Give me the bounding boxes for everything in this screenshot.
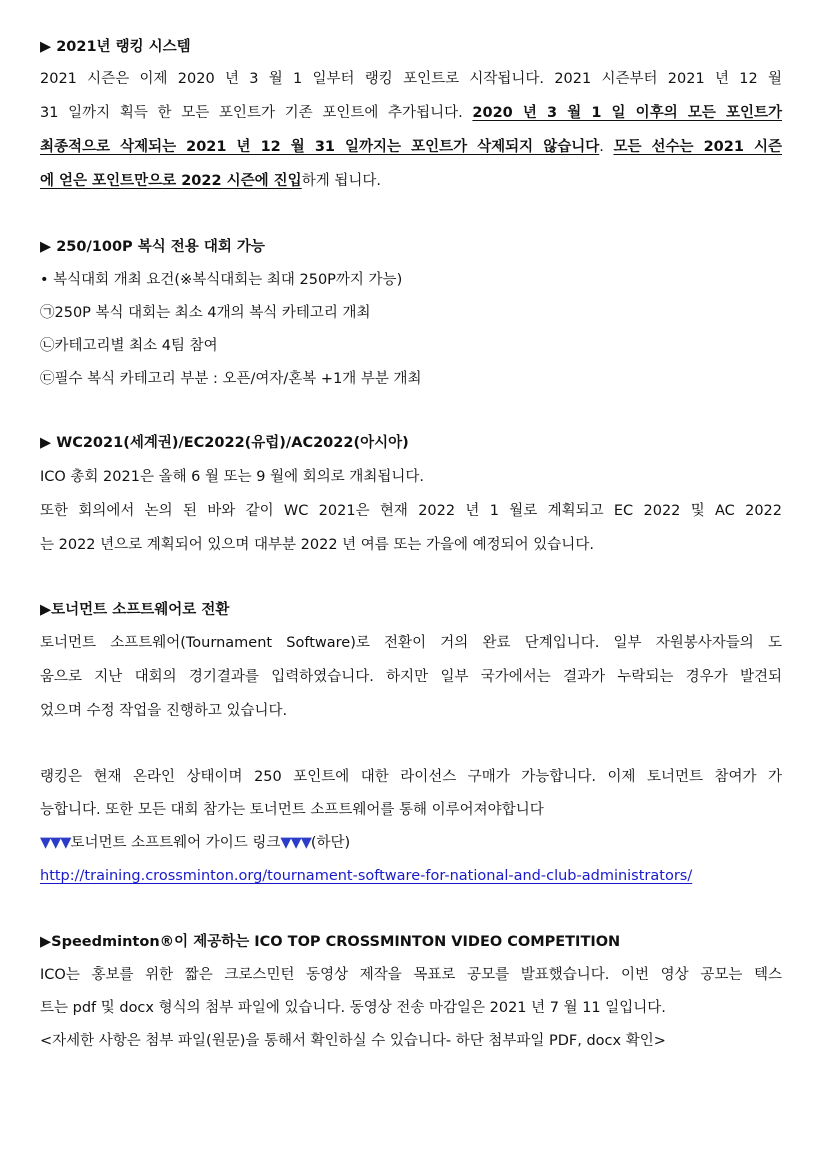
tournament-software-guide-link[interactable]: http://training.crossminton.org/tournament-software-for-national-and-club-administrators/	[40, 868, 693, 884]
doubles-item-1: ㉠250P 복식 대회는 최소 4개의 복식 카테고리 개최	[40, 305, 371, 321]
ranking-line-3-emphasis-a: 최종적으로 삭제되는 2021 년 12 월 31 일까지는 포인트가 삭제되지 않습니다	[40, 139, 600, 155]
video-line-3: <자세한 사항은 첨부 파일(원문)을 통해서 확인하실 수 있습니다- 하단 첨부파일 PDF, docx 확인>	[40, 1033, 666, 1049]
ranking-line-4-plain: 하게 됩니다.	[301, 173, 381, 189]
ranking-line-3-mid: .	[599, 139, 614, 155]
ranking-line-2-plain: 31 일까지 획득 한 모든 포인트가 기존 포인트에 추가됩니다.	[40, 105, 473, 121]
heading-software: ▶토너먼트 소프트웨어로 전환	[40, 602, 230, 618]
down-triangles-icon: ▼▼▼	[280, 835, 311, 851]
wc-line-3: 는 2022 년으로 계획되어 있으며 대부분 2022 년 여름 또는 가을에 예정되어 있습니다.	[40, 537, 594, 553]
ranking-line-3	[40, 137, 782, 157]
ranking-line-2	[40, 103, 782, 123]
heading-video-competition: ▶Speedminton®이 제공하는 ICO TOP CROSSMINTON VIDEO COMPETITION	[40, 934, 621, 950]
down-triangles-icon: ▼▼▼	[40, 835, 71, 851]
software-line-1: 토너먼트 소프트웨어(Tournament Software)로 전환이 거의 완료 단계입니다. 일부 자원봉사자들의 도	[40, 635, 782, 651]
guide-text: 토너먼트 소프트웨어 가이드 링크	[70, 835, 281, 851]
ranking-line-4	[40, 171, 782, 191]
guide-suffix: (하단)	[310, 835, 351, 851]
software-line-3: 었으며 수정 작업을 진행하고 있습니다.	[40, 703, 288, 719]
ranking-line-4-emphasis: 에 얻은 포인트만으로 2022 시즌에 진입	[40, 173, 302, 189]
ranking-line-1: 2021 시즌은 이제 2020 년 3 월 1 일부터 랭킹 포인트로 시작됩니다. 2021 시즌부터 2021 년 12 월	[40, 71, 782, 87]
heading-ranking-system: ▶ 2021년 랭킹 시스템	[40, 39, 191, 55]
guide-line	[40, 833, 782, 853]
ranking-line-3-emphasis-b: 모든 선수는 2021 시즌	[613, 139, 782, 155]
software-p2-line-1: 랭킹은 현재 온라인 상태이며 250 포인트에 대한 라이선스 구매가 가능합니다. 이제 토너먼트 참여가 가	[40, 769, 782, 785]
doubles-item-2: ㉡카테고리별 최소 4팀 참여	[40, 338, 218, 354]
video-line-1: ICO는 홍보를 위한 짧은 크로스민턴 동영상 제작을 목표로 공모를 발표했습니다. 이번 영상 공모는 텍스	[40, 967, 782, 983]
software-guide-link-line	[40, 866, 782, 886]
doubles-bullet: • 복식대회 개최 요건(※복식대회는 최대 250P까지 가능)	[40, 272, 403, 288]
wc-line-1: ICO 총회 2021은 올해 6 월 또는 9 월에 회의로 개최됩니다.	[40, 469, 424, 485]
ranking-line-2-emphasis: 2020 년 3 월 1 일 이후의 모든 포인트가	[472, 105, 782, 121]
heading-doubles: ▶ 250/100P 복식 전용 대회 가능	[40, 239, 265, 255]
video-line-2: 트는 pdf 및 docx 형식의 첨부 파일에 있습니다. 동영상 전송 마감일은 2021 년 7 월 11 일입니다.	[40, 1000, 666, 1016]
wc-line-2: 또한 회의에서 논의 된 바와 같이 WC 2021은 현재 2022 년 1 월로 계획되고 EC 2022 및 AC 2022	[40, 503, 782, 519]
software-p2-line-2: 능합니다. 또한 모든 대회 참가는 토너먼트 소프트웨어를 통해 이루어져야합니다	[40, 802, 544, 818]
doubles-item-3: ㉢필수 복식 카테고리 부분 : 오픈/여자/혼복 +1개 부분 개최	[40, 371, 422, 387]
heading-wc: ▶ WC2021(세계권)/EC2022(유럽)/AC2022(아시아)	[40, 435, 409, 451]
software-line-2: 움으로 지난 대회의 경기결과를 입력하였습니다. 하지만 일부 국가에서는 결과가 누락되는 경우가 발견되	[40, 669, 782, 685]
